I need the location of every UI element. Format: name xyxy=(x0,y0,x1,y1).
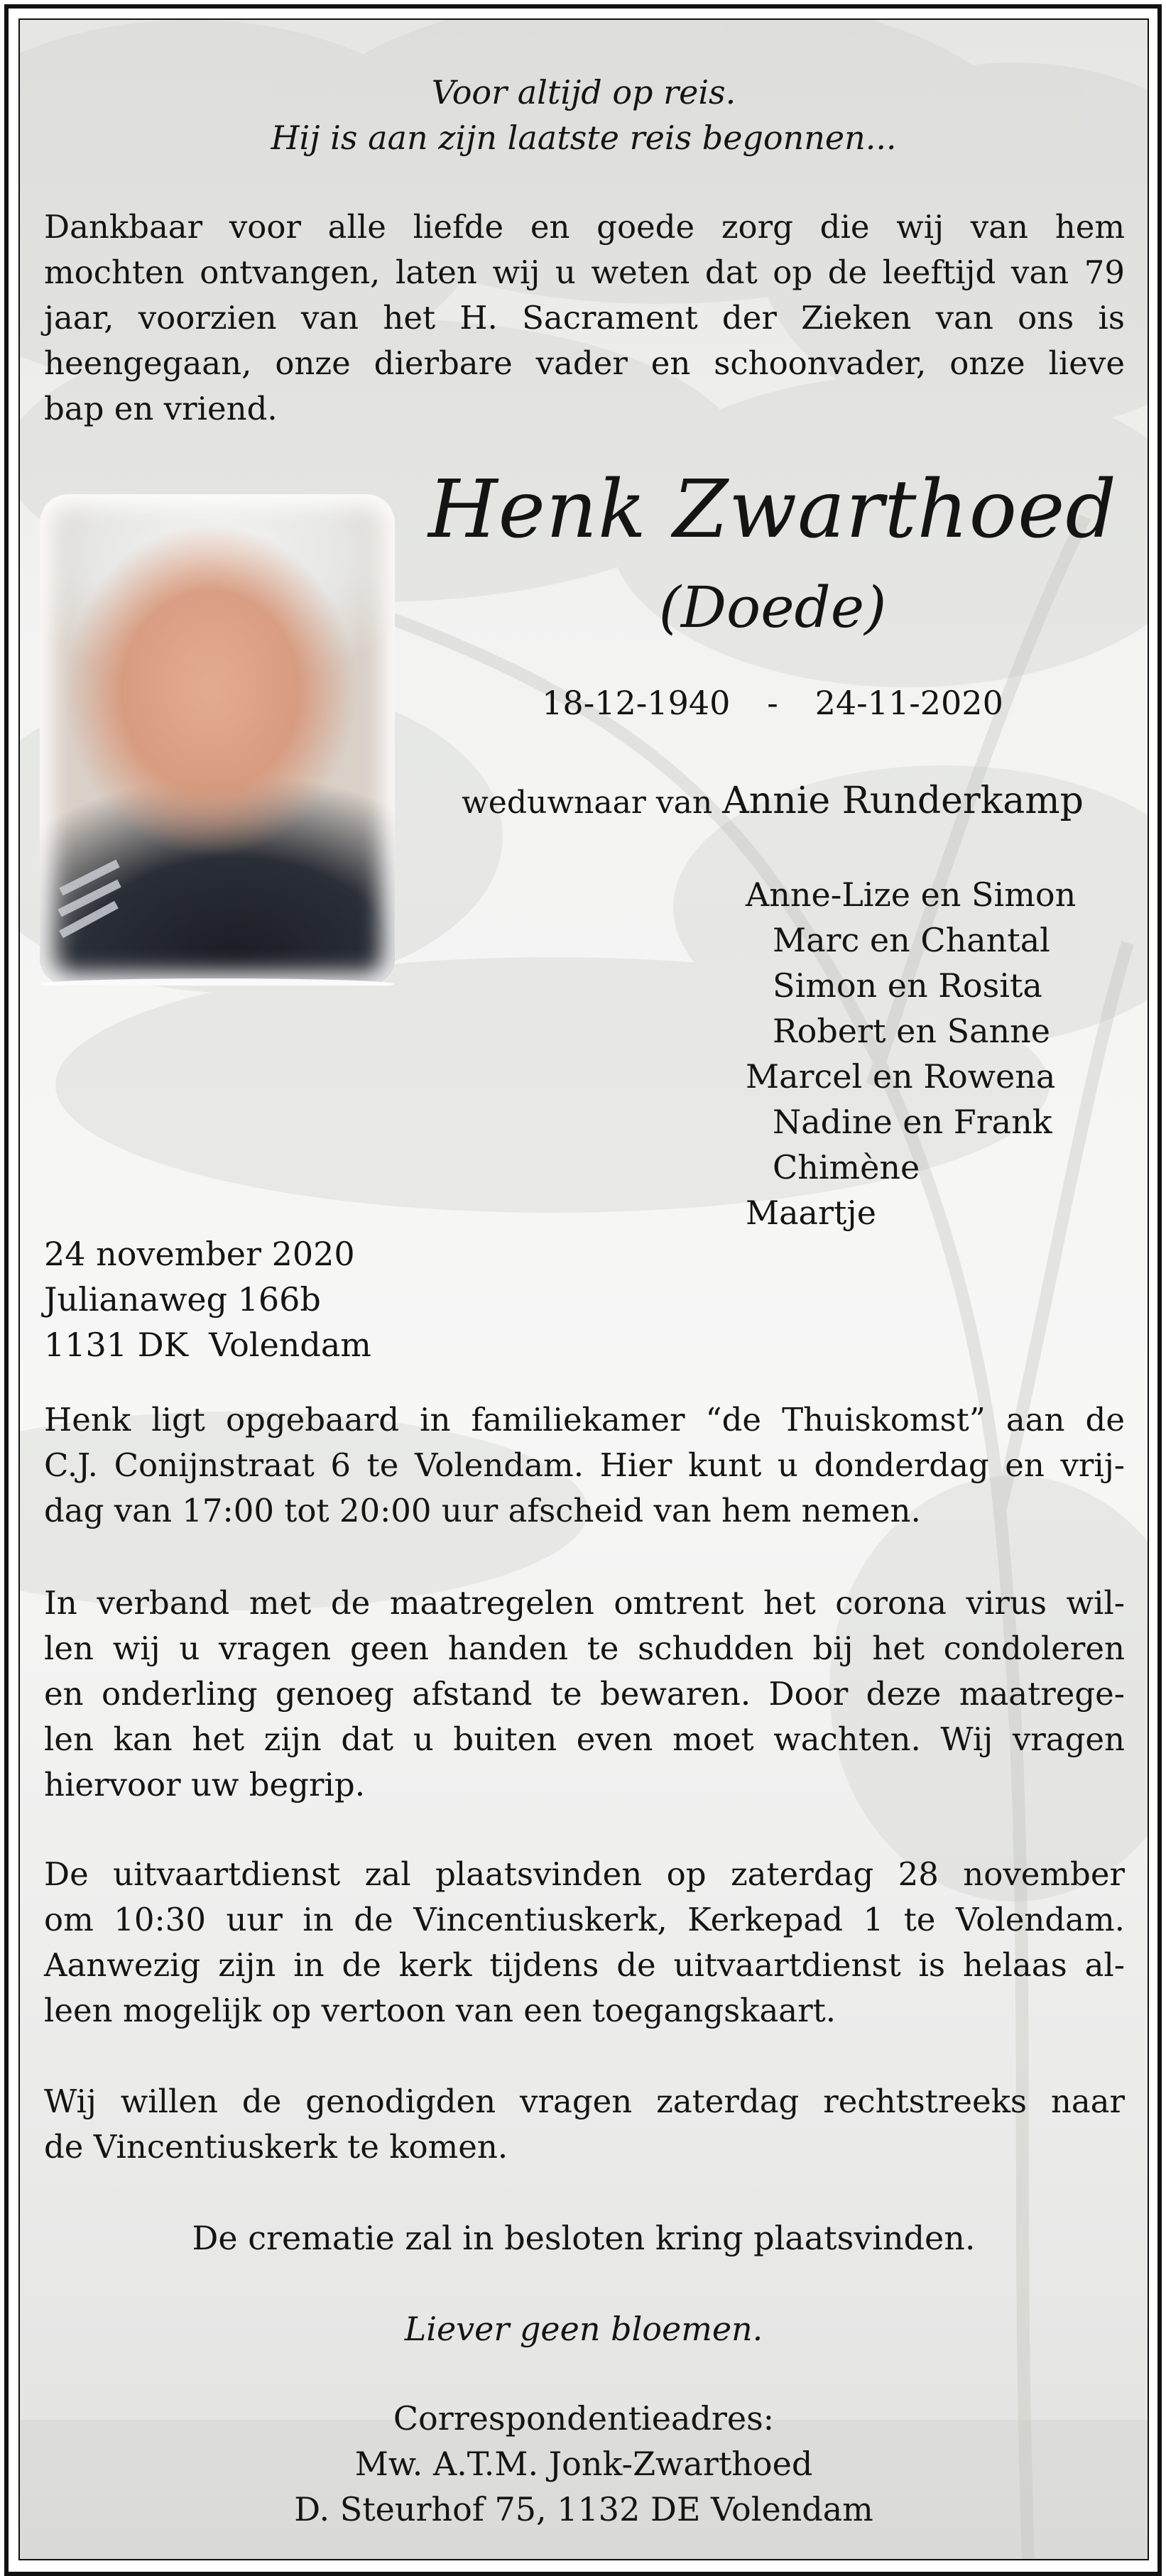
family-member: Maartje xyxy=(746,1194,876,1232)
family-member: Nadine en Frank xyxy=(773,1103,1052,1141)
deceased-name: Henk Zwarthoed xyxy=(427,464,1118,556)
paragraph-line: C.J. Conijnstraat 6 te Volendam. Hier kunt u donderdag en vrij- xyxy=(44,1446,1125,1484)
deceased-nickname: (Doede) xyxy=(658,574,887,640)
paragraph-line: dag van 17:00 tot 20:00 uur afscheid van hem nemen. xyxy=(44,1492,921,1529)
paragraph-line: In verband met de maatregelen omtrent het corona virus wil- xyxy=(44,1584,1125,1622)
paragraph-line: leen mogelijk op vertoon van een toegangskaart. xyxy=(44,1992,837,2029)
death-date: 24-11-2020 xyxy=(814,684,1003,722)
paragraph-line: Aanwezig zijn in de kerk tijdens de uitvaartdienst is helaas al- xyxy=(44,1946,1125,1984)
family-member: Robert en Sanne xyxy=(773,1012,1050,1050)
viewing-paragraph xyxy=(44,1397,1125,1534)
intro-line-2: Hij is aan zijn laatste reis begonnen... xyxy=(271,119,897,157)
service-paragraph xyxy=(44,1852,1125,2034)
paragraph-line: de Vincentiuskerk te komen. xyxy=(44,2128,508,2166)
widower-prefix: weduwnaar van xyxy=(462,785,713,821)
correspondence-heading: Correspondentieadres: xyxy=(393,2399,775,2438)
family-member: Marc en Chantal xyxy=(773,921,1050,959)
announcement-paragraph xyxy=(44,204,1125,432)
correspondence-block xyxy=(20,2396,1148,2532)
announcement-line: bap en vriend. xyxy=(44,390,278,427)
paragraph-line: len wij u vragen geen handen te schudden bij het condoleren xyxy=(44,1630,1125,1667)
announcement-line: Dankbaar voor alle liefde en goede zorg die wij van hem xyxy=(44,208,1125,246)
birth-date: 18-12-1940 xyxy=(542,684,731,722)
intro-text xyxy=(20,70,1148,160)
guests-paragraph xyxy=(44,2079,1125,2170)
correspondence-address: D. Steurhof 75, 1132 DE Volendam xyxy=(294,2490,873,2528)
family-member: Marcel en Rowena xyxy=(746,1057,1056,1096)
address-city: 1131 DK Volendam xyxy=(44,1326,371,1364)
address-street: Julianaweg 166b xyxy=(44,1280,321,1319)
paragraph-line: Henk ligt opgebaard in familiekamer “de Thuiskomst” aan de xyxy=(44,1401,1125,1439)
family-list xyxy=(746,872,1076,1235)
life-dates xyxy=(418,680,1128,726)
family-member: Anne-Lize en Simon xyxy=(746,875,1077,914)
widower-line xyxy=(418,778,1128,826)
portrait-photo xyxy=(40,494,395,986)
spouse-name: Annie Runderkamp xyxy=(722,780,1084,822)
corona-paragraph xyxy=(44,1581,1125,1808)
address-date: 24 november 2020 xyxy=(44,1235,355,1273)
cremation-note: De crematie zal in besloten kring plaatsvinden. xyxy=(192,2219,976,2257)
intro-line-1: Voor altijd op reis. xyxy=(431,73,736,111)
address-block xyxy=(44,1231,371,1368)
date-separator: - xyxy=(767,684,778,722)
paragraph-line: om 10:30 uur in de Vincentiuskerk, Kerkepad 1 te Volendam. xyxy=(44,1901,1125,1938)
family-member: Chimène xyxy=(773,1148,920,1186)
announcement-line: mochten ontvangen, laten wij u weten dat op de leeftijd van 79 xyxy=(44,253,1125,291)
paragraph-line: De uitvaartdienst zal plaatsvinden op zaterdag 28 november xyxy=(44,1855,1125,1893)
paragraph-line: Wij willen de genodigden vragen zaterdag rechtstreeks naar xyxy=(44,2083,1125,2120)
paragraph-line: hiervoor uw begrip. xyxy=(44,1766,365,1803)
family-member: Simon en Rosita xyxy=(773,966,1042,1005)
shirt-stripes xyxy=(40,494,395,986)
paragraph-line: len kan het zijn dat u buiten even moet wachten. Wij vragen xyxy=(44,1720,1125,1758)
correspondence-name: Mw. A.T.M. Jonk-Zwarthoed xyxy=(354,2445,813,2483)
no-flowers-note: Liever geen bloemen. xyxy=(404,2310,763,2348)
announcement-line: heengegaan, onze dierbare vader en schoonvader, onze lieve xyxy=(44,344,1125,382)
card xyxy=(18,18,1149,2560)
paragraph-line: en onderling genoeg afstand te bewaren. Door deze maatrege- xyxy=(44,1675,1125,1713)
announcement-line: jaar, voorzien van het H. Sacrament der Zieken van ons is xyxy=(44,299,1125,337)
